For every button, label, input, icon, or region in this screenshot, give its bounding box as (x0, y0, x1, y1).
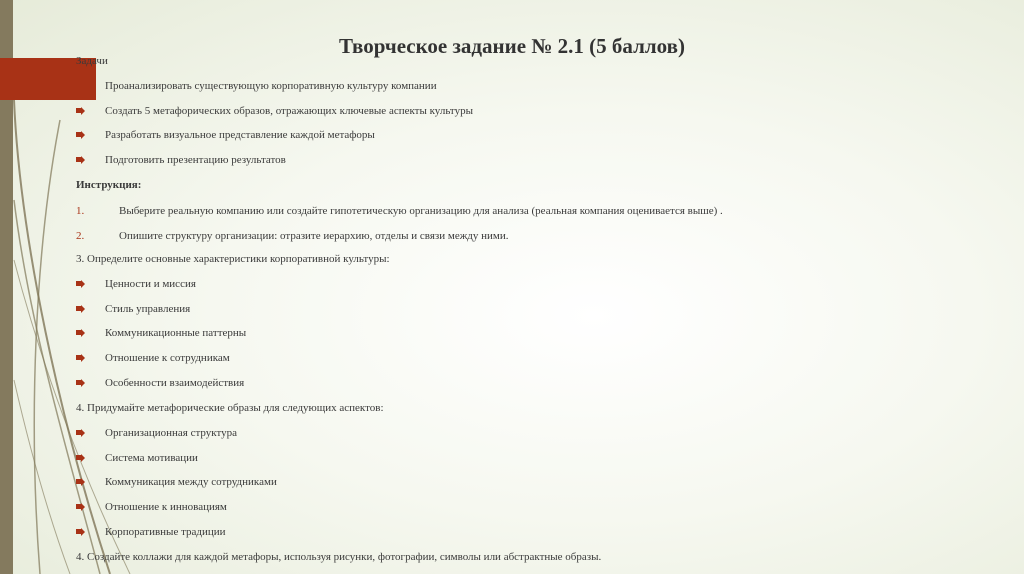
arrow-bullet-icon (76, 108, 81, 113)
arrow-bullet-icon (76, 529, 81, 534)
arrow-bullet-icon (76, 330, 81, 335)
arrow-bullet-icon (76, 380, 81, 385)
numbered-step: 2. Опишите структуру организации: отразите иерархию, отделы и связи между ними. (76, 230, 509, 242)
arrow-bullet-icon (76, 355, 81, 360)
arrow-bullet-icon (76, 281, 81, 286)
arrow-bullet-icon (76, 157, 81, 162)
step5-text: 4. Создайте коллажи для каждой метафоры, используя рисунки, фотографии, символы или абстрактные образы. (76, 551, 602, 563)
numbered-step: 1. Выберите реальную компанию или создайте гипотетическую организацию для анализа (реальная компания оценивается выше) . (76, 205, 723, 217)
arrow-bullet-icon (76, 83, 81, 88)
arrow-bullet-icon (76, 455, 81, 460)
arrow-bullet-icon (76, 430, 81, 435)
tasks-heading: Задачи (76, 55, 108, 67)
arrow-bullet-icon (76, 504, 81, 509)
step4-text: 4. Придумайте метафорические образы для следующих аспектов: (76, 402, 384, 414)
arrow-bullet-icon (76, 479, 81, 484)
step3-text: 3. Определите основные характеристики корпоративной культуры: (76, 253, 390, 265)
arrow-bullet-icon (76, 132, 81, 137)
slide-title: Творческое задание № 2.1 (5 баллов) (339, 34, 685, 58)
arrow-bullet-icon (76, 306, 81, 311)
instruction-heading: Инструкция: (76, 179, 142, 191)
